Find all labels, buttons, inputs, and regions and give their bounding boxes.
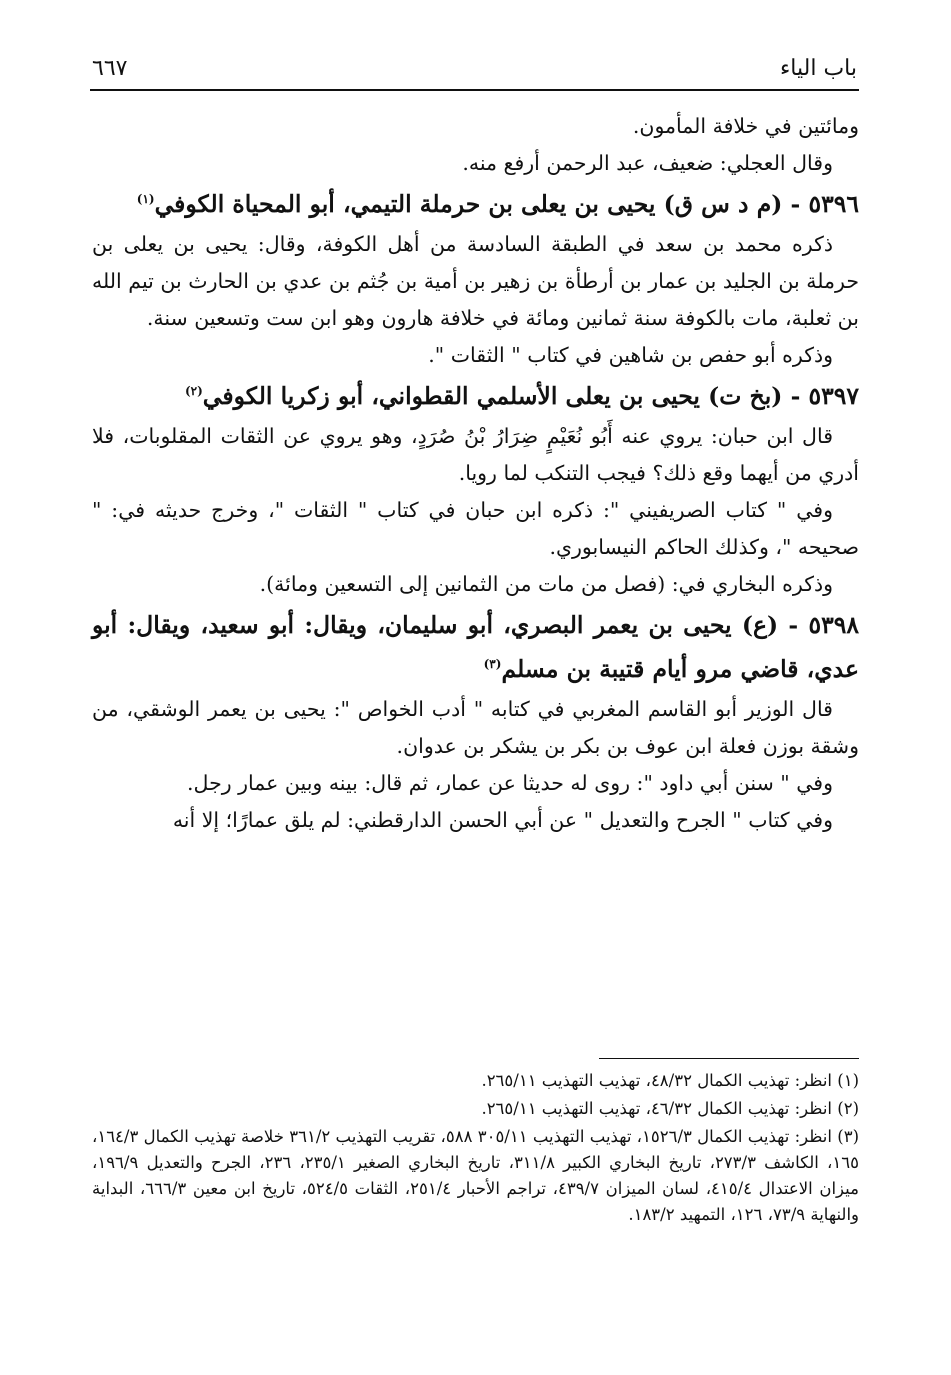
footnote-marker: (١) <box>136 192 155 207</box>
body-paragraph <box>92 108 859 145</box>
paragraph-text: وذكره أبو حفص بن شاهين في كتاب " الثقات ". <box>428 343 833 367</box>
body-paragraph <box>92 802 859 839</box>
paragraph-text: وذكره البخاري في: (فصل من مات من الثمانين إلى التسعين ومائة). <box>259 572 833 596</box>
paragraph-text: وقال العجلي: ضعيف، عبد الرحمن أرفع منه. <box>462 151 833 175</box>
footnote-item: (١) انظر: تهذيب الكمال ٤٨/٣٢، تهذيب التهذيب ٢٦٥/١١. <box>481 1071 859 1090</box>
body-paragraph <box>92 337 859 374</box>
entry-heading <box>92 182 859 226</box>
page-header <box>92 48 857 88</box>
paragraph-text: ذكره محمد بن سعد في الطبقة السادسة من أهل الكوفة، وقال: يحيى بن يعلى بن حرملة بن الجليد بن عمار بن أرطأة بن زهير بن أمية بن جُثم بن عدي بن الحارث بن تيم الله بن ثعلبة، مات بالكوفة سنة ثمانين ومائة في خلافة هارون وهو ابن ست وتسعين سنة. <box>92 232 859 330</box>
paragraph-text: قال ابن حبان: يروي عنه أَبُو نُعَيْمٍ ضِرَارُ بْنُ صُرَدٍ، وهو يروي عن الثقات المقلوبات، فلا أدري من أيهما وقع ذلك؟ فيجب التنكب لما رويا. <box>92 424 859 485</box>
footnote-marker: (٢) <box>184 384 203 399</box>
main-text <box>92 108 859 839</box>
paragraph-text: وفي " كتاب الصريفيني ": ذكره ابن حبان في كتاب " الثقات "، وخرج حديثه في: " صحيحه "، وكذلك الحاكم النيسابوري. <box>92 498 859 559</box>
chapter-title: باب الياء <box>779 55 857 81</box>
body-paragraph <box>92 145 859 182</box>
footnote-item: (٣) انظر: تهذيب الكمال ١٥٢٦/٣، تهذيب التهذيب ٣٠٥/١١ ٥٨٨، تقريب التهذيب ٣٦١/٢ خلاصة تهذيب الكمال ١٦٤/٣، ١٦٥، الكاشف ٢٧٣/٣، تاريخ البخاري الكبير ٣١١/٨، تاريخ البخاري الصغير ٢٣٥/١، ٢٣٦، الجرح والتعديل ١٩٦/٩، ميزان الاعتدال ٤١٥/٤، لسان الميزان ٤٣٩/٧، تراجم الأحبار ٢٥١/٤، الثقات ٥٢٤/٥، تاريخ ابن معين ٦٦٦/٣، البداية والنهاية ٧٣/٩، ١٢٦، التمهيد ١٨٣/٢. <box>92 1127 859 1224</box>
page-number: ٦٦٧ <box>92 55 128 81</box>
header-rule <box>90 89 859 91</box>
entry-heading <box>92 374 859 418</box>
body-paragraph <box>92 566 859 603</box>
paragraph-text: ٥٣٩٦ - (م د س ق) يحيى بن يعلى بن حرملة التيمي، أبو المحياة الكوفي <box>154 190 859 218</box>
paragraph-text: ٥٣٩٨ - (ع) يحيى بن يعمر البصري، أبو سليمان، ويقال: أبو سعيد، ويقال: أبو عدي، قاضي مرو أيام قتيبة بن مسلم <box>92 611 859 683</box>
paragraph-text: ٥٣٩٧ - (بخ ت) يحيى بن يعلى الأسلمي القطواني، أبو زكريا الكوفي <box>202 382 859 410</box>
body-paragraph <box>92 418 859 492</box>
footnote-marker: (٣) <box>483 657 502 672</box>
footnote-item: (٢) انظر: تهذيب الكمال ٤٦/٣٢، تهذيب التهذيب ٢٦٥/١١. <box>481 1099 859 1118</box>
paragraph-text: وفي كتاب " الجرح والتعديل " عن أبي الحسن الدارقطني: لم يلق عمارًا؛ إلا أنه <box>172 808 833 832</box>
footnote-rule <box>599 1058 859 1059</box>
footnotes <box>92 1068 859 1230</box>
entry-heading <box>92 603 859 691</box>
body-paragraph <box>92 765 859 802</box>
paragraph-text: قال الوزير أبو القاسم المغربي في كتابه " أدب الخواص ": يحيى بن يعمر الوشقي، من وشقة بوزن فعلة ابن عوف بن بكر بن يشكر بن عدوان. <box>92 697 859 758</box>
body-paragraph <box>92 691 859 765</box>
body-paragraph <box>92 492 859 566</box>
paragraph-text: ومائتين في خلافة المأمون. <box>632 114 859 138</box>
paragraph-text: وفي " سنن أبي داود ": روى له حديثا عن عمار، ثم قال: بينه وبين عمار رجل. <box>187 771 833 795</box>
body-paragraph <box>92 226 859 337</box>
